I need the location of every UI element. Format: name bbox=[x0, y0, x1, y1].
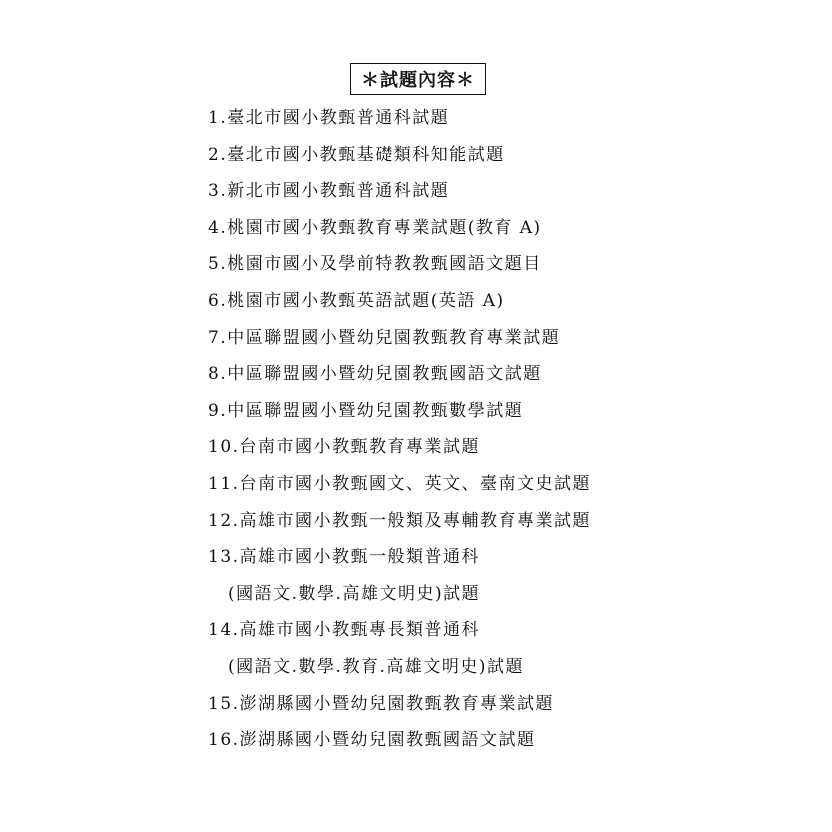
list-item: 5.桃園市國小及學前特教教甄國語文題目 bbox=[208, 254, 542, 275]
list-item: 7.中區聯盟國小暨幼兒園教甄教育專業試題 bbox=[208, 327, 561, 348]
list-item: 14.高雄市國小教甄專長類普通科 bbox=[208, 620, 481, 641]
list-item: 11.台南市國小教甄國文、英文、臺南文史試題 bbox=[208, 473, 592, 494]
list-item: 12.高雄市國小教甄一般類及專輔教育專業試題 bbox=[208, 510, 592, 531]
list-item-continuation: (國語文.數學.教育.高雄文明史)試題 bbox=[228, 656, 524, 677]
exam-list bbox=[208, 100, 808, 759]
list-item: 6.桃園市國小教甄英語試題(英語 A) bbox=[208, 290, 505, 311]
list-item: 2.臺北市國小教甄基礎類科知能試題 bbox=[208, 144, 505, 165]
list-item: 10.台南市國小教甄教育專業試題 bbox=[208, 437, 481, 458]
list-item: 3.新北市國小教甄普通科試題 bbox=[208, 181, 450, 202]
list-item: 8.中區聯盟國小暨幼兒園教甄國語文試題 bbox=[208, 364, 542, 385]
list-item: 1.臺北市國小教甄普通科試題 bbox=[208, 108, 450, 128]
list-item: 13.高雄市國小教甄一般類普通科 bbox=[208, 547, 481, 568]
list-item: 15.澎湖縣國小暨幼兒園教甄教育專業試題 bbox=[208, 693, 555, 714]
list-item: 9.中區聯盟國小暨幼兒園教甄數學試題 bbox=[208, 400, 524, 421]
page-title: ＊試題內容＊ bbox=[350, 63, 486, 95]
list-item: 16.澎湖縣國小暨幼兒園教甄國語文試題 bbox=[208, 730, 536, 751]
list-item: 4.桃園市國小教甄教育專業試題(教育 A) bbox=[208, 217, 542, 238]
list-item-continuation: (國語文.數學.高雄文明史)試題 bbox=[228, 583, 481, 604]
